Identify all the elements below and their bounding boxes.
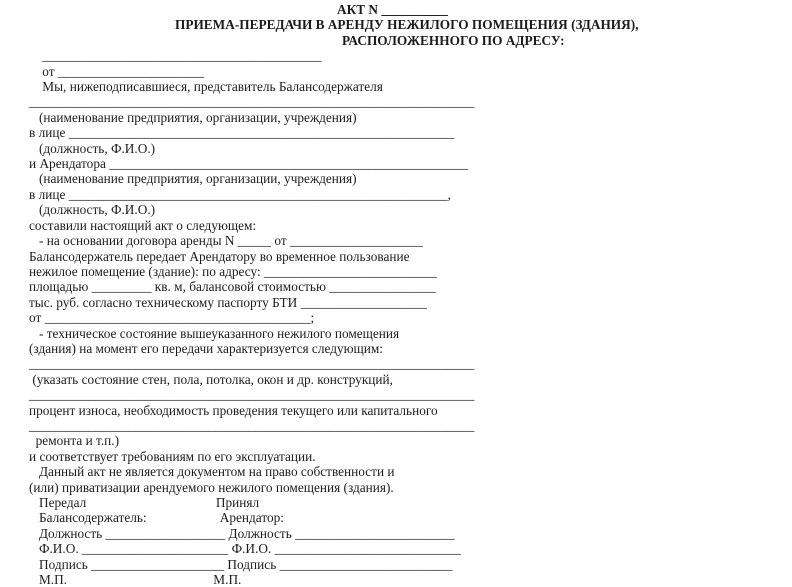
document-line: составили настоящий акт о следующем: [29, 217, 257, 233]
document-line: (наименование предприятия, организации, учреждения) [29, 109, 357, 125]
document-line: Подпись ____________________ Подпись __________________________ [29, 556, 453, 572]
document-line: М.П. М.П. [29, 572, 242, 587]
document-line: (наименование предприятия, организации, учреждения) [29, 171, 357, 187]
document-line: процент износа, необходимость проведения текущего или капитального [29, 402, 438, 418]
document-line: - на основании договора аренды N _____ от ____________________ [29, 233, 423, 249]
document-line: от ______________________ [29, 63, 205, 79]
document-line: __________________________________________ [29, 48, 322, 64]
document-line: (должность, Ф.И.О.) [29, 140, 156, 156]
document-line: Должность __________________ Должность ________________________ [29, 525, 455, 541]
document-line: Балансодержатель передает Арендатору во временное пользование [29, 248, 410, 264]
document-line: Мы, нижеподписавшиеся, представитель Балансодержателя [29, 79, 383, 95]
document-line: Балансодержатель: Арендатор: [29, 510, 284, 526]
document-title [29, 2, 784, 48]
document-line: площадью _________ кв. м, балансовой стоимостью ________________ [29, 279, 436, 295]
document-line: ___________________________________________________________________ [29, 356, 475, 372]
document-line: в лице _________________________________________________________, [29, 186, 451, 202]
document-line: и соответствует требованиям по его эксплуатации. [29, 448, 316, 464]
document-title-line: АКТ N __________ [337, 2, 448, 17]
document-title-line: РАСПОЛОЖЕННОГО ПО АДРЕСУ: [342, 32, 565, 48]
document-line: (указать состояние стен, пола, потолка, окон и др. конструкций, [29, 371, 393, 387]
document-line: тыс. руб. согласно техническому паспорту БТИ ___________________ [29, 294, 427, 310]
document-line: Ф.И.О. ______________________ Ф.И.О. ____________________________ [29, 541, 461, 557]
document-line: в лице __________________________________________________________ [29, 125, 455, 141]
document-line: (или) приватизации арендуемого нежилого помещения (здания). [29, 479, 394, 495]
document-line: ___________________________________________________________________ [29, 417, 475, 433]
document-line: Данный акт не является документом на право собственности и [29, 464, 395, 480]
document-line: ремонта и т.п.) [29, 433, 120, 449]
document-line: (должность, Ф.И.О.) [29, 202, 156, 218]
document-line: - техническое состояние вышеуказанного нежилого помещения [29, 325, 400, 341]
document-body [29, 48, 784, 587]
document-line: (здания) на момент его передачи характеризуется следующим: [29, 340, 384, 356]
document-line: ___________________________________________________________________ [29, 94, 475, 110]
document-line: нежилое помещение (здание): по адресу: __________________________ [29, 263, 437, 279]
document-line: Передал Принял [29, 495, 260, 510]
document-line: от ________________________________________; [29, 310, 315, 326]
document-line: и Арендатора ______________________________________________________ [29, 156, 469, 172]
document-title-line: ПРИЕМА-ПЕРЕДАЧИ В АРЕНДУ НЕЖИЛОГО ПОМЕЩЕНИЯ (ЗДАНИЯ), [175, 17, 639, 33]
document-line: ___________________________________________________________________ [29, 387, 475, 403]
